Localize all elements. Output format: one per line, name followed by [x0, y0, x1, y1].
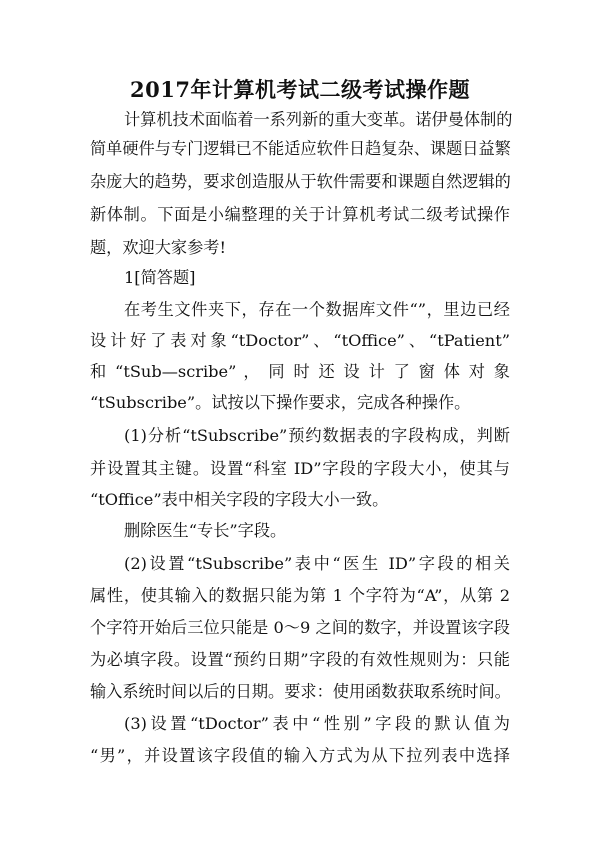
body-line: 并设置其主键。设置“科室 ID”字段的字段大小，使其与 — [90, 459, 510, 478]
body-line: 和 “tSub—scribe” ， 同 时 还 设 计 了 窗 体 对 象 — [90, 362, 510, 381]
body-line: 为必填字段。设置“预约日期”字段的有效性规则为：只能 — [90, 650, 510, 669]
body-line: 在考生文件夹下，存在一个数据库文件“”，里边已经 — [124, 300, 510, 319]
page-title: 2017年计算机考试二级考试操作题 — [130, 77, 470, 102]
body-line: “男”，并设置该字段值的输入方式为从下拉列表中选择 — [90, 746, 510, 765]
body-line: 个字符开始后三位只能是 0～9 之间的数字，并设置该字段 — [90, 618, 510, 637]
body-line: 设计好了表对象“tDoctor”、“tOffice”、“tPatient” — [90, 331, 510, 350]
body-line: 属性，使其输入的数据只能为第 1 个字符为“A”，从第 2 — [90, 586, 510, 605]
section-heading: 1[简答题] — [124, 268, 196, 287]
body-line: 删除医生“专长”字段。 — [124, 521, 287, 540]
body-line: (1)分析“tSubscribe”预约数据表的字段构成，判断 — [124, 426, 510, 445]
body-line: (3)设置“tDoctor”表中“性别”字段的默认值为 — [124, 714, 510, 733]
body-line: 新体制。下面是小编整理的关于计算机考试二级考试操作 — [90, 205, 510, 224]
body-line: “tSubscribe”。试按以下操作要求，完成各种操作。 — [90, 393, 471, 412]
body-line: 简单硬件与专门逻辑已不能适应软件日趋复杂、课题日益繁 — [90, 139, 511, 158]
body-line: (2)设置“tSubscribe”表中“医生 ID”字段的相关 — [124, 554, 510, 573]
body-line: 计算机技术面临着一系列新的重大变革。诺伊曼体制的 — [124, 110, 513, 129]
body-line: 题，欢迎大家参考! — [90, 238, 227, 257]
body-line: 输入系统时间以后的日期。要求：使用函数获取系统时间。 — [90, 682, 511, 701]
body-line: 杂庞大的趋势，要求创造服从于软件需要和课题自然逻辑的 — [90, 172, 511, 191]
body-line: “tOffice”表中相关字段的字段大小一致。 — [90, 490, 389, 509]
